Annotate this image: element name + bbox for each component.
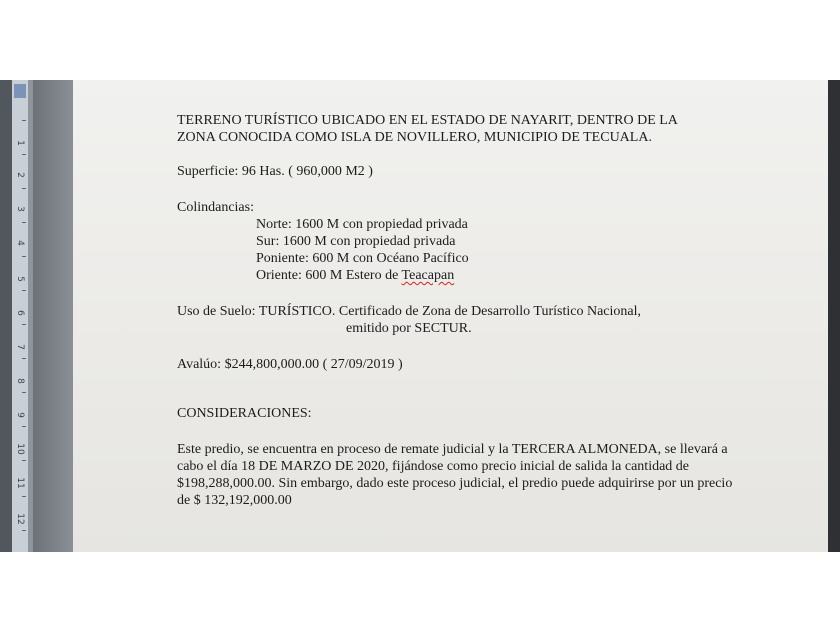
superficie-line: Superficie: 96 Has. ( 960,000 M2 ) <box>177 164 373 179</box>
colindancia-poniente: Poniente: 600 M con Océano Pacífico <box>256 251 469 266</box>
ruler-label: 4 <box>15 240 25 246</box>
ruler-label: 10 <box>15 443 25 455</box>
ruler-label: 6 <box>15 310 25 316</box>
colindancias-label: Colindancias: <box>177 200 254 215</box>
ruler-label: 2 <box>15 172 25 178</box>
ruler-label: 9 <box>15 412 25 418</box>
colindancia-sur: Sur: 1600 M con propiedad privada <box>256 234 456 249</box>
colindancia-oriente <box>177 267 737 284</box>
ruler-label: 5 <box>15 276 25 282</box>
consideraciones-paragraph: Este predio, se encuentra en proceso de remate judicial y la TERCERA ALMONEDA, se llevará a cabo el día 18 DE MARZO DE 2020, fijándose como precio inicial de salida la cantidad de $198,288,000.00. Sin embargo, dado este proceso judicial, el predio puede adquirirse por un precio de $ 132,192,000.00 <box>177 442 733 508</box>
screen-bezel <box>828 80 840 552</box>
document-title: TERRENO TURÍSTICO UBICADO EN EL ESTADO DE NAYARIT, DENTRO DE LA ZONA CONOCIDA COMO ISLA DE NOVILLERO, MUNICIPIO DE TECUALA. <box>177 113 678 145</box>
ruler-label: 11 <box>15 477 25 489</box>
ruler-label: 1 <box>15 140 25 146</box>
document-body[interactable] <box>177 112 737 509</box>
uso-suelo-line: Uso de Suelo: TURÍSTICO. Certificado de Zona de Desarrollo Turístico Nacional, <box>177 304 641 319</box>
ruler-label: 8 <box>15 378 25 384</box>
ruler-margin-marker[interactable] <box>14 84 26 98</box>
ruler-label: 3 <box>15 206 25 212</box>
oriente-prefix: Oriente: 600 M Estero de <box>256 268 402 283</box>
vertical-ruler <box>0 80 33 552</box>
document-photo <box>0 80 840 552</box>
document-page[interactable] <box>73 80 828 552</box>
spellcheck-word[interactable]: Teacapan <box>401 268 455 283</box>
workspace-gutter <box>33 80 73 552</box>
avaluo-line: Avalúo: $244,800,000.00 ( 27/09/2019 ) <box>177 357 403 372</box>
consideraciones-label: CONSIDERACIONES: <box>177 406 312 421</box>
colindancia-norte: Norte: 1600 M con propiedad privada <box>256 217 468 232</box>
ruler-label: 7 <box>15 344 25 350</box>
uso-suelo-continuation: emitido por SECTUR. <box>346 321 472 336</box>
ruler-label: 12 <box>15 513 25 525</box>
